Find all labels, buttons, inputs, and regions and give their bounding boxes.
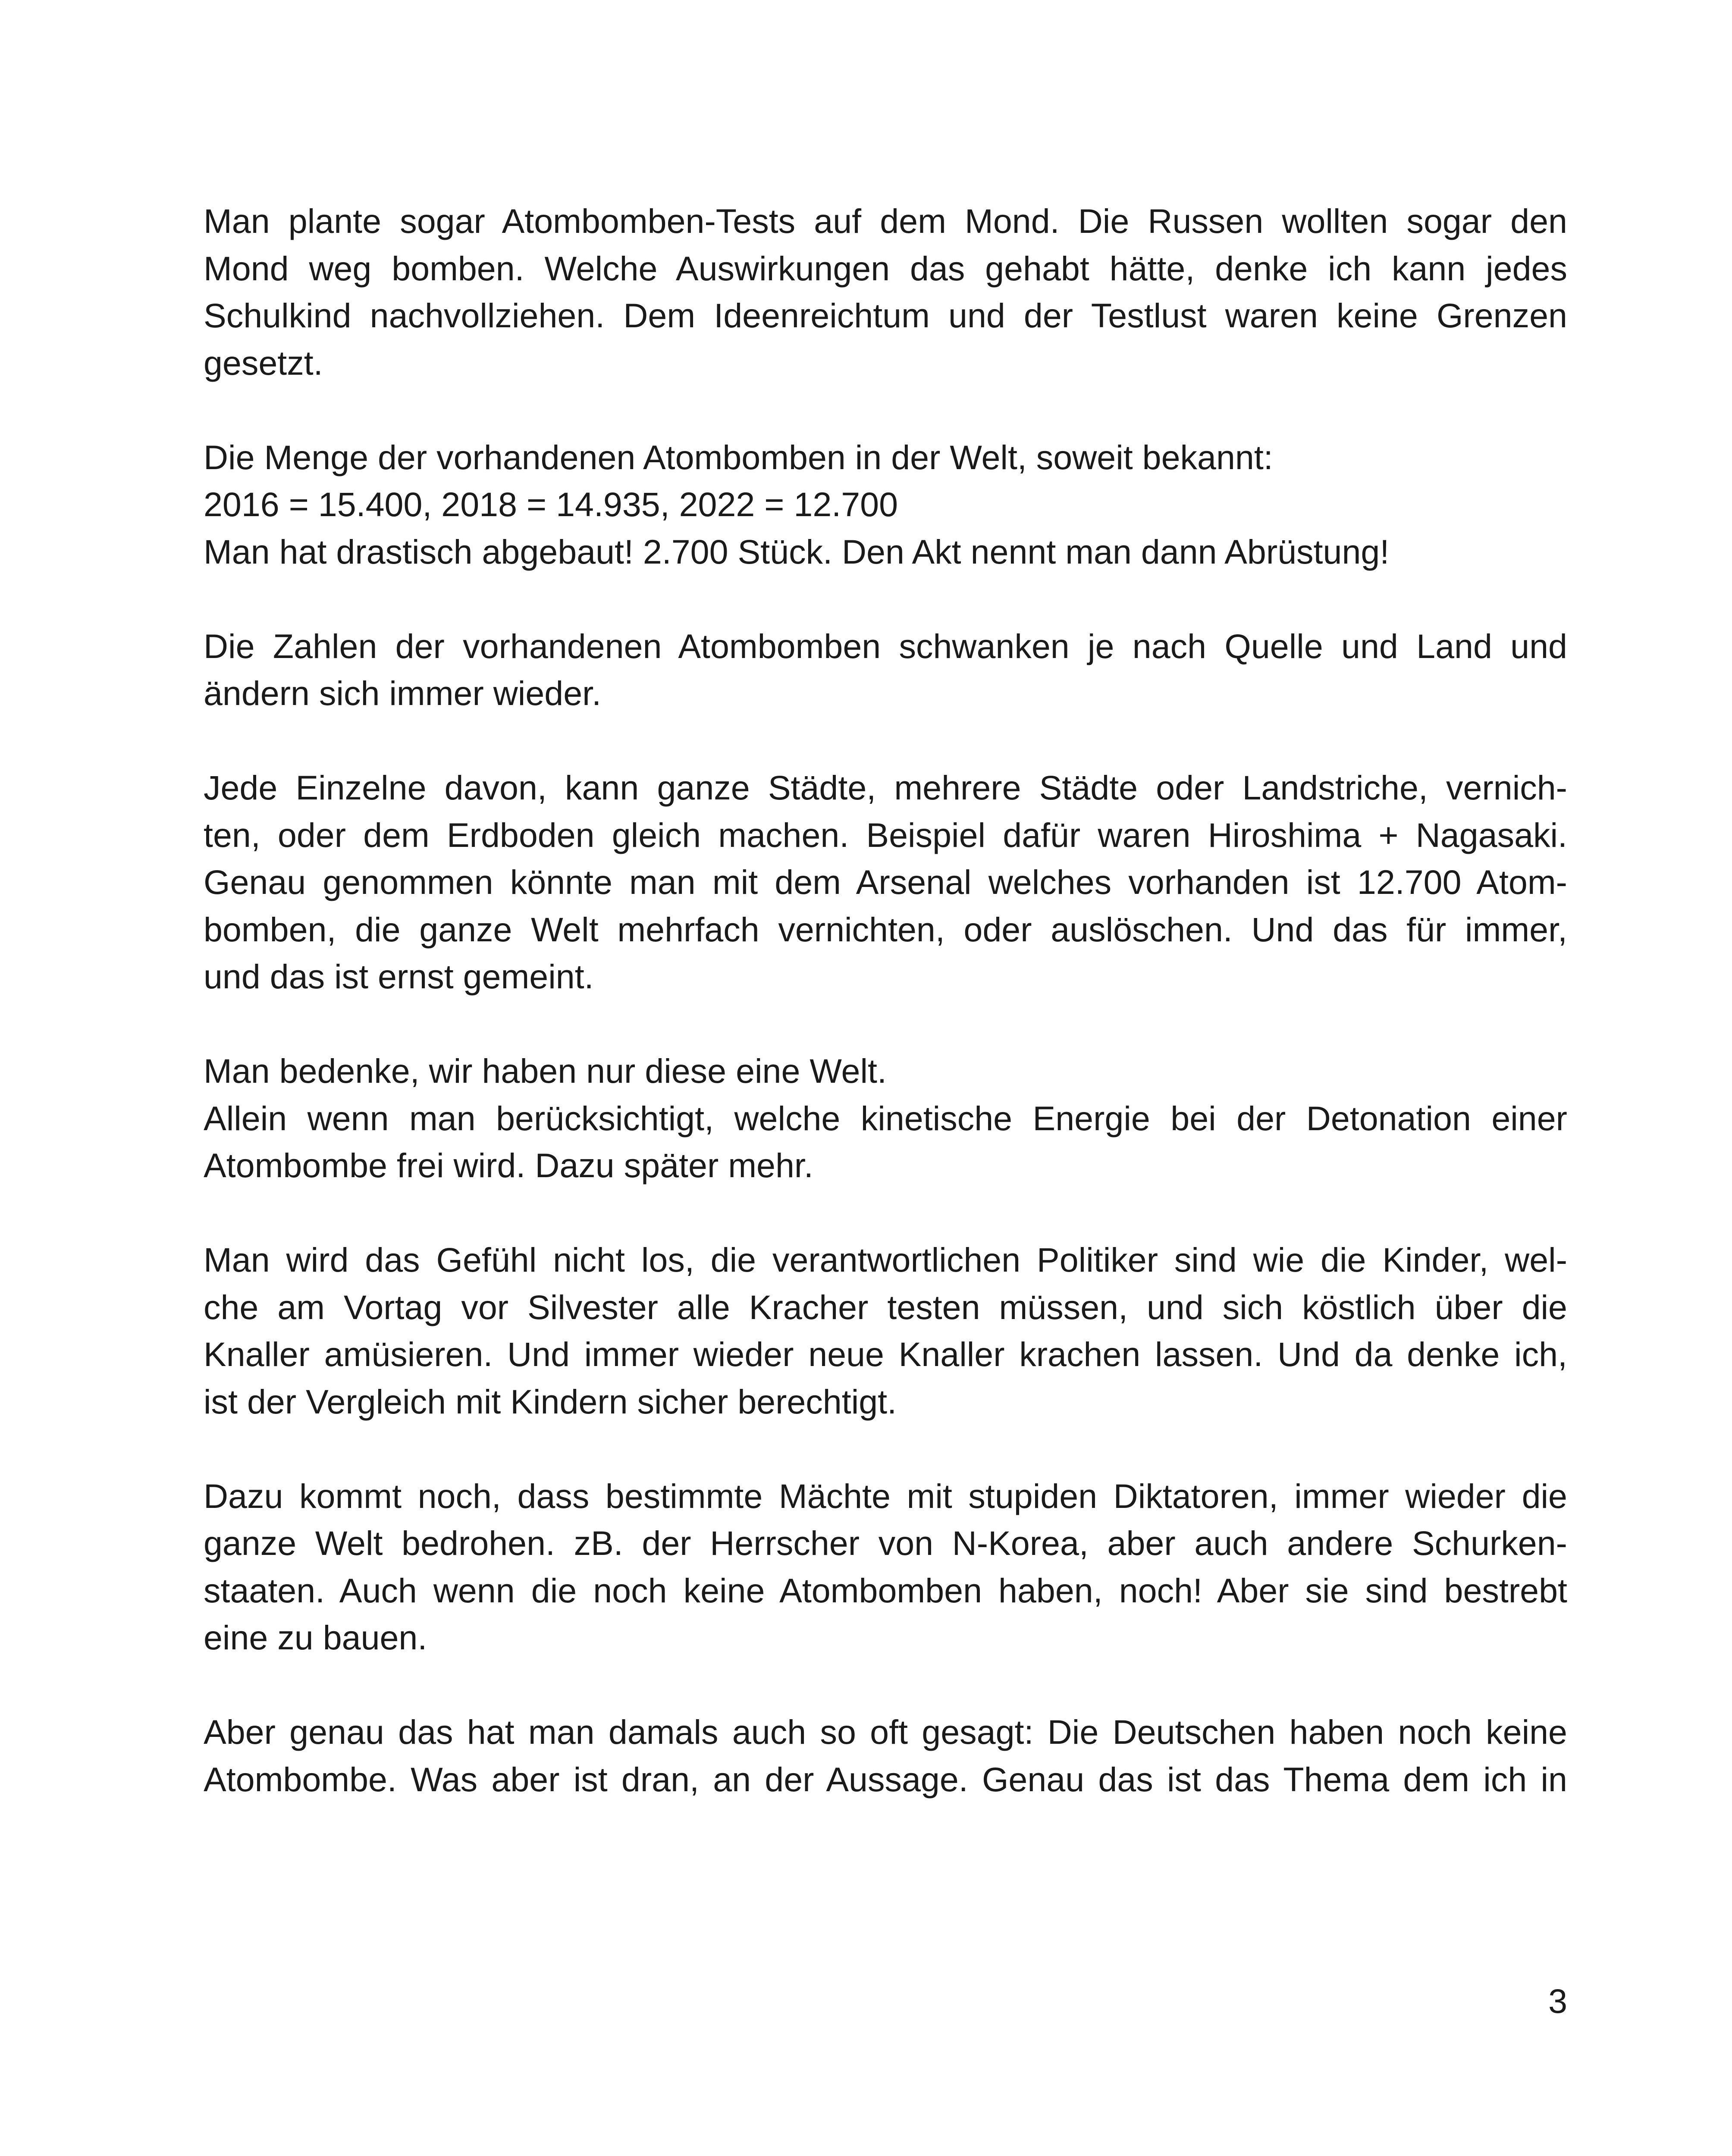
page-number: 3 bbox=[1548, 1982, 1567, 2020]
text-line: Knaller amüsieren. Und immer wieder neue Knaller krachen lassen. Und da denke ich, bbox=[204, 1335, 1567, 1373]
text-line: Genau genommen könnte man mit dem Arsenal welches vorhanden ist 12.700 Atom- bbox=[204, 863, 1567, 901]
text-line: Mond weg bomben. Welche Auswirkungen das gehabt hätte, denke ich kann jedes bbox=[204, 249, 1567, 288]
text-line: 2016 = 15.400, 2018 = 14.935, 2022 = 12.700 bbox=[204, 485, 898, 523]
text-line: Schulkind nachvollziehen. Dem Ideenreichtum und der Testlust waren keine Grenzen bbox=[204, 296, 1567, 335]
text-line: staaten. Auch wenn die noch keine Atombomben haben, noch! Aber sie sind bestrebt bbox=[204, 1571, 1567, 1610]
text-line: bomben, die ganze Welt mehrfach vernichten, oder auslöschen. Und das für immer, bbox=[204, 910, 1567, 949]
text-line: Man hat drastisch abgebaut! 2.700 Stück. Den Akt nennt man dann Abrüstung! bbox=[204, 532, 1390, 571]
paragraph-one-world bbox=[204, 1047, 1567, 1189]
text-line: ganze Welt bedrohen. zB. der Herrscher von N-Korea, aber auch andere Schurken- bbox=[204, 1524, 1567, 1562]
text-line: Jede Einzelne davon, kann ganze Städte, mehrere Städte oder Landstriche, vernich- bbox=[204, 768, 1567, 807]
text-line: Die Menge der vorhandenen Atombomben in der Welt, soweit bekannt: bbox=[204, 438, 1273, 476]
paragraph-politicians bbox=[204, 1236, 1567, 1425]
text-line: Aber genau das hat man damals auch so oft gesagt: Die Deutschen haben noch keine bbox=[204, 1713, 1567, 1751]
paragraph-germans bbox=[204, 1708, 1567, 1803]
text-line: ändern sich immer wieder. bbox=[204, 674, 602, 712]
text-line: Man plante sogar Atombomben-Tests auf dem Mond. Die Russen wollten sogar den bbox=[204, 202, 1567, 240]
text-line: gesetzt. bbox=[204, 343, 323, 382]
paragraph-destruction bbox=[204, 764, 1567, 1000]
text-line: Dazu kommt noch, dass bestimmte Mächte mit stupiden Diktatoren, immer wieder die bbox=[204, 1476, 1567, 1515]
text-line: Man wird das Gefühl nicht los, die verantwortlichen Politiker sind wie die Kinder, wel- bbox=[204, 1241, 1567, 1279]
text-line: Die Zahlen der vorhandenen Atombomben schwanken je nach Quelle und Land und bbox=[204, 627, 1567, 665]
paragraph-moon-tests bbox=[204, 197, 1567, 386]
paragraph-numbers-vary bbox=[204, 623, 1567, 717]
text-line: eine zu bauen. bbox=[204, 1618, 427, 1657]
text-line: Atombombe. Was aber ist dran, an der Aussage. Genau das ist das Thema dem ich in bbox=[204, 1760, 1567, 1799]
text-line: und das ist ernst gemeint. bbox=[204, 957, 594, 996]
text-line: Allein wenn man berücksichtigt, welche kinetische Energie bei der Detonation einer bbox=[204, 1099, 1567, 1138]
body-text bbox=[204, 197, 1567, 1850]
text-line: Atombombe frei wird. Dazu später mehr. bbox=[204, 1146, 813, 1185]
paragraph-dictators bbox=[204, 1473, 1567, 1661]
text-line: Man bedenke, wir haben nur diese eine Welt. bbox=[204, 1052, 887, 1090]
paragraph-bomb-count bbox=[204, 434, 1567, 576]
text-line: ist der Vergleich mit Kindern sicher berechtigt. bbox=[204, 1382, 897, 1421]
text-line: ten, oder dem Erdboden gleich machen. Beispiel dafür waren Hiroshima + Nagasaki. bbox=[204, 815, 1567, 854]
text-line: che am Vortag vor Silvester alle Kracher testen müssen, und sich köstlich über die bbox=[204, 1288, 1567, 1326]
